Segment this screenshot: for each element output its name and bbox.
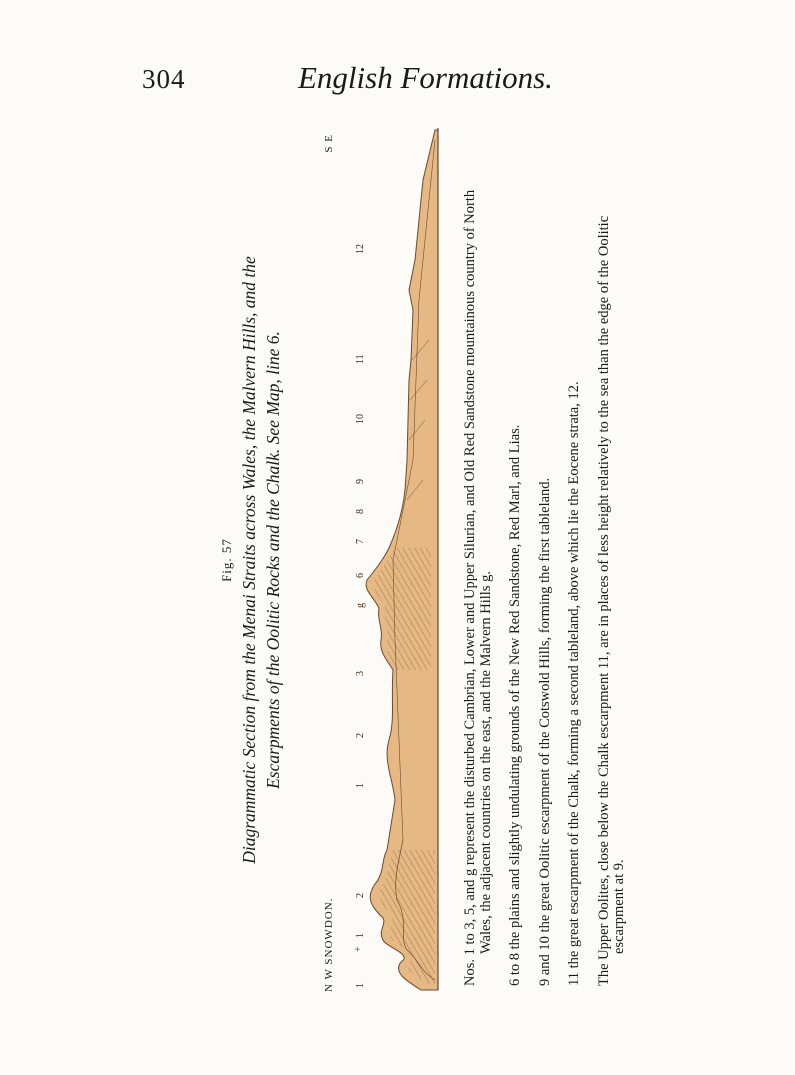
section-number: + [353,946,364,952]
note-paragraph: 11 the great escarpment of the Chalk, forming a second tableland, above which lie the Eocene strata, 12. [566,381,582,986]
note-paragraph: Nos. 1 to 3, 5, and g represent the disturbed Cambrian, Lower and Upper Silurian, and Old Red Sandstone mountainous country of North Wales, the adjacent countries on the east, and the Malvern Hills g. [462,189,494,986]
caption-line-2: Escarpments of the Oolitic Rocks and the Chalk. See Map, line 6. [263,331,283,789]
running-title: English Formations. [298,60,553,95]
section-number: 2 [355,733,366,738]
section-number: 12 [355,244,366,254]
geological-section-drawing [323,120,443,1000]
section-number: 2 [355,893,366,898]
note-paragraph: The Upper Oolites, close below the Chalk escarpment 11, are in places of less height relatively to the sea than the edge of the Oolitic escarpment at 9. [595,215,627,986]
section-number: 1 [355,783,366,788]
section-number: 8 [355,509,366,514]
caption-line-1: Diagrammatic Section from the Menai Straits across Wales, the Malvern Hills, and the [239,256,259,864]
note-paragraph: 6 to 8 the plains and slightly undulating grounds of the New Red Sandstone, Red Marl, and Lias. [507,424,523,986]
section-number: 7 [355,539,366,544]
section-number: 6 [355,573,366,578]
section-number: 9 [355,479,366,484]
section-number: 1 [355,983,366,988]
figure-notes [463,156,642,986]
section-number: 1 [355,933,366,938]
section-end-right-label: S E [323,134,335,153]
figure-label: Fig. 57 [219,538,234,582]
section-end-left-label: N W SNOWDON. [323,897,335,992]
section-number: g [355,603,366,608]
geological-section [323,120,443,1000]
note-paragraph: 9 and 10 the great Oolitic escarpment of the Cotswold Hills, forming the first tableland. [536,477,553,986]
section-number: 11 [355,354,366,364]
section-number: 3 [355,671,366,676]
figure-caption [237,150,285,970]
page-number: 304 [142,64,186,94]
section-number: 10 [355,414,366,424]
figure-block [175,120,645,1000]
